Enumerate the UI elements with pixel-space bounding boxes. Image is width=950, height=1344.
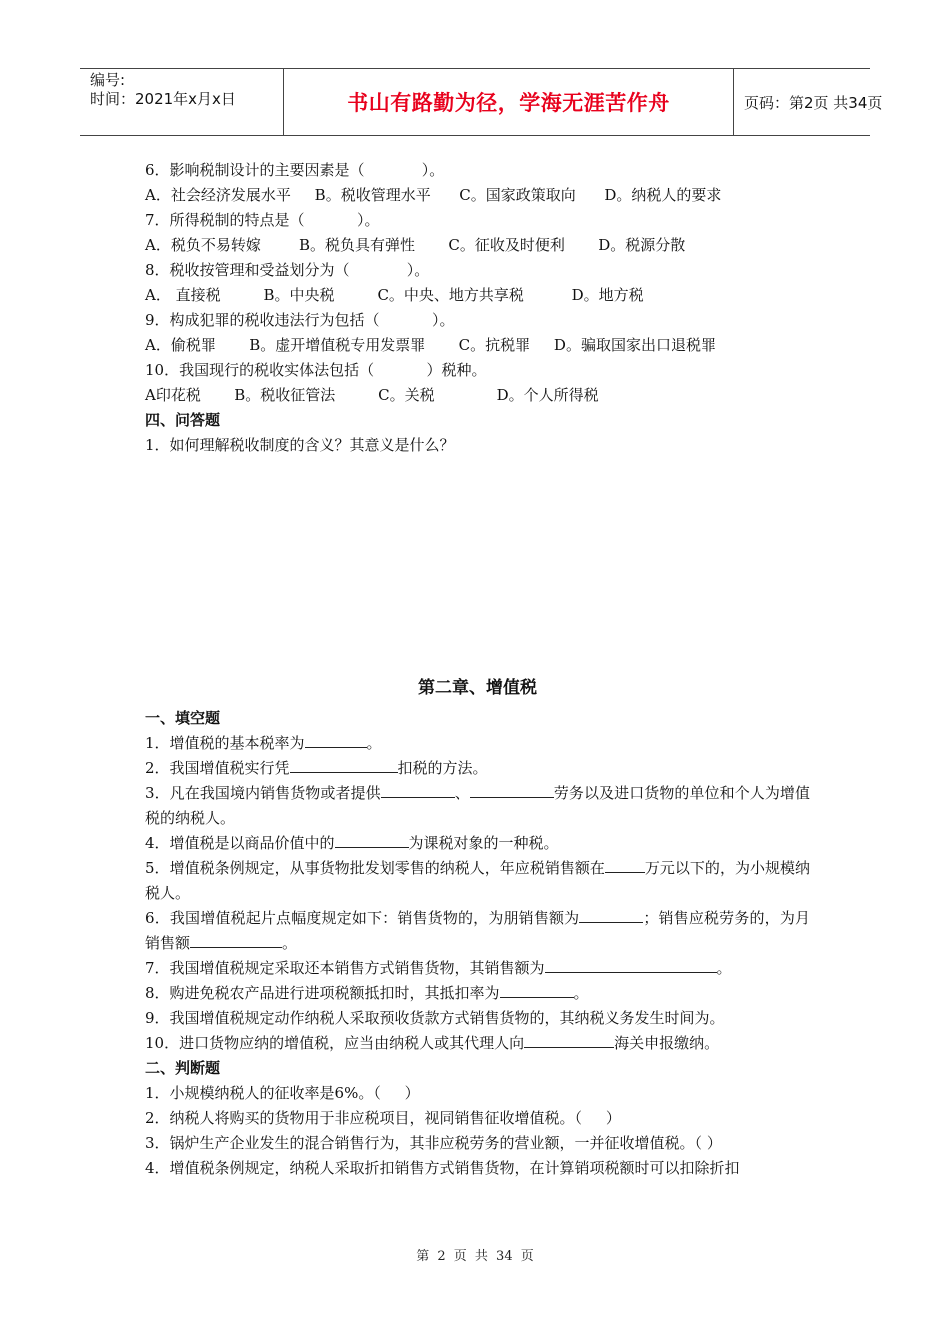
fill-question-4: 4．增值税是以商品价值中的 为课税对象的一种税。: [145, 831, 810, 856]
answer-blank: [381, 781, 455, 798]
page-footer: 第 2 页 共 34 页: [416, 1249, 534, 1264]
answer-blank: [190, 931, 282, 948]
answer-blank: [579, 906, 643, 923]
judge-question-4: 4．增值税条例规定，纳税人采取折扣销售方式销售货物，在计算销项税额时可以扣除折扣: [145, 1159, 740, 1177]
header-meta: [80, 69, 283, 135]
answer-blank: [335, 831, 409, 848]
answer-blank: [290, 756, 398, 773]
judge-question-1: 1．小规模纳税人的征收率是6%。（ ）: [145, 1084, 420, 1102]
question-6-options: A．社会经济发展水平 B。税收管理水平 C。国家政策取向 D。纳税人的要求: [145, 186, 722, 204]
fill-question-3: 3．凡在我国境内销售货物或者提供 、 劳务以及进口货物的单位和个人为增值税的纳税人。: [145, 781, 810, 831]
question-7-options: A．税负不易转嫁 B。税负具有弹性 C。征收及时便利 D。税源分散: [145, 236, 686, 254]
answer-blank: [605, 856, 645, 873]
header-page-info: 页码：第2页 共34页: [744, 93, 883, 112]
answer-blank: [524, 1031, 614, 1048]
answer-blank: [470, 781, 554, 798]
fill-question-2: 2．我国增值税实行凭 扣税的方法。: [145, 756, 810, 781]
chapter-title: 第二章、增值税: [418, 678, 537, 698]
fill-question-1: 1．增值税的基本税率为 。: [145, 731, 810, 756]
section-title-judge: 二、判断题: [145, 1059, 221, 1077]
document-body: [145, 158, 810, 1181]
question-10: 10．我国现行的税收实体法包括（ ）税种。: [145, 361, 487, 379]
section-title-fill: 一、填空题: [145, 709, 221, 727]
judge-question-3: 3．锅炉生产企业发生的混合销售行为，其非应税劳务的营业额，一并征收增值税。（ ）: [145, 1134, 722, 1152]
question-8-options: A． 直接税 B。中央税 C。中央、地方共享税 D。地方税: [145, 286, 644, 304]
header-motto: 书山有路勤为径，学海无涯苦作舟: [283, 69, 734, 135]
judge-question-2: 2．纳税人将购买的货物用于非应税项目，视同销售征收增值税。（ ）: [145, 1109, 621, 1127]
fill-question-9: 9．我国增值税规定动作纳税人采取预收货款方式销售货物的，其纳税义务发生时间为。: [145, 1009, 725, 1027]
section-title-qa: 四、问答题: [145, 411, 221, 429]
serial-label: 编号:: [90, 71, 126, 89]
answer-space: [145, 458, 810, 670]
question-10-options: A印花税 B。税收征管法 C。关税 D。个人所得税: [145, 386, 599, 404]
qa-question-1: 1．如何理解税收制度的含义？其意义是什么？: [145, 436, 455, 454]
header-table: [80, 68, 883, 136]
fill-question-5: 5．增值税条例规定，从事货物批发划零售的纳税人，年应税销售额在 万元以下的，为小规模纳税人。: [145, 856, 810, 906]
answer-blank: [305, 731, 367, 748]
fill-question-7: 7．我国增值税规定采取还本销售方式销售货物，其销售额为 。: [145, 956, 810, 981]
answer-blank: [500, 981, 574, 998]
fill-question-6: 6．我国增值税起片点幅度规定如下：销售货物的，为朋销售额为 ；销售应税劳务的，为月销售额 。: [145, 906, 810, 956]
fill-question-10: 10．进口货物应纳的增值税，应当由纳税人或其代理人向 海关申报缴纳。: [145, 1031, 810, 1056]
question-9: 9．构成犯罪的税收违法行为包括（ ）。: [145, 311, 455, 329]
fill-question-8: 8．购进免税农产品进行进项税额抵扣时，其抵扣率为 。: [145, 981, 810, 1006]
question-6: 6．影响税制设计的主要因素是（ ）。: [145, 161, 445, 179]
question-9-options: A．偷税罪 B。虚开增值税专用发票罪 C。抗税罪 D。骗取国家出口退税罪: [145, 336, 716, 354]
date-label: 时间：2021年x月x日: [90, 90, 236, 108]
question-8: 8．税收按管理和受益划分为（ ）。: [145, 261, 430, 279]
question-7: 7．所得税制的特点是（ ）。: [145, 211, 380, 229]
answer-blank: [545, 956, 717, 973]
